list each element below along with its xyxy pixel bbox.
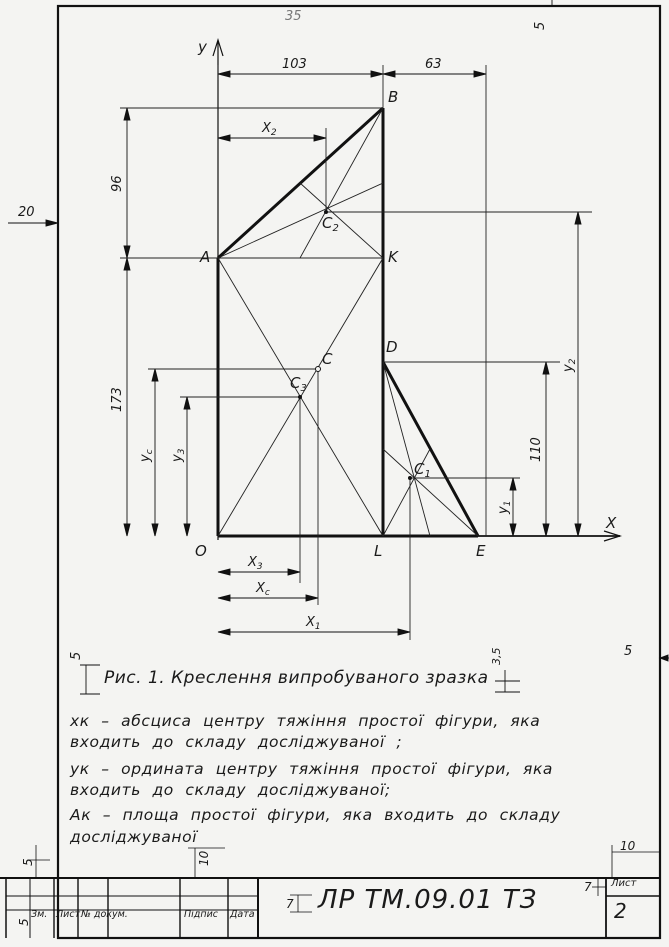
tb-dim-10: 10 (197, 850, 211, 866)
label-b: B (388, 88, 399, 106)
label-k: K (388, 248, 398, 266)
axis-label-y: y (198, 38, 207, 56)
construction-lines (120, 65, 592, 640)
tb-dim-10b: 10 (620, 839, 636, 853)
tb-col-sign: Підпис (184, 909, 218, 920)
tb-dim-5b: 5 (17, 918, 31, 926)
label-e: E (476, 542, 486, 560)
dim-20: 20 (18, 205, 35, 220)
point-labels (195, 38, 617, 560)
tb-dim-7: 7 (286, 897, 294, 911)
tb-col-date: Дата (230, 909, 255, 920)
document-code: ЛР ТМ.09.01 ТЗ (318, 885, 538, 915)
label-l: L (374, 542, 383, 560)
dim-caption-5: 5 (69, 651, 84, 660)
description-line-1: xк – абсциса центру тяжіння простої фігури, яка (70, 712, 541, 730)
dim-103: 103 (282, 57, 307, 72)
centroid-c3 (298, 395, 302, 399)
tb-dim-5a: 5 (21, 858, 35, 866)
dim-top-5: 5 (533, 21, 548, 30)
label-d: D (386, 338, 398, 356)
description-line-3: yк – ордината центру тяжіння простої фігури, яка (70, 760, 554, 778)
dim-caption-35: 3,5 (490, 647, 503, 665)
description-line-6: досліджуваної (70, 828, 198, 846)
dim-173: 173 (110, 387, 125, 412)
label-c1: $C_1$ (414, 460, 431, 480)
label-a: A (200, 248, 211, 266)
dim-63: 63 (425, 57, 442, 72)
tb-col-change: Зм. (31, 909, 48, 920)
dim-x1: $X_1$ (306, 615, 321, 632)
figure-caption: Рис. 1. Креслення випробуваного зразка (104, 668, 489, 688)
centroid-c1 (408, 476, 412, 480)
dimension-labels (18, 9, 632, 665)
dim-xc: $X_c$ (256, 581, 270, 598)
label-c2: $C_2$ (322, 214, 339, 234)
dim-side-5: 5 (624, 644, 633, 659)
label-c3: $C_3$ (290, 374, 307, 394)
tb-dim-7b: 7 (584, 880, 592, 894)
sheet-label: Лист (611, 878, 637, 889)
dimension-lines (8, 0, 669, 694)
description-line-5: Aк – площа простої фігури, яка входить до складу (70, 806, 561, 824)
dim-110: 110 (529, 437, 544, 462)
sheet-number: 2 (614, 899, 627, 923)
label-o: O (195, 542, 207, 560)
axis-label-x: X (606, 514, 617, 532)
label-c: C (322, 350, 333, 368)
dim-y1: $y_1$ (496, 500, 513, 514)
dim-yc: $y_c$ (138, 449, 155, 462)
dim-x3: $X_3$ (248, 555, 263, 572)
figure-outline (218, 108, 478, 536)
tb-col-sheet: Лист (56, 909, 81, 920)
centroid-c (316, 367, 321, 372)
dim-x2: $X_2$ (262, 121, 277, 138)
tb-col-doc: № докум. (81, 909, 128, 920)
description-line-4: входить до складу досліджуваної; (70, 781, 391, 799)
dim-35: 35 (285, 9, 302, 24)
description-line-2: входить до складу досліджуваної ; (70, 733, 403, 751)
dim-96: 96 (110, 175, 125, 192)
dim-y3: $y_3$ (170, 448, 187, 462)
dim-y2: $y_2$ (561, 358, 578, 372)
